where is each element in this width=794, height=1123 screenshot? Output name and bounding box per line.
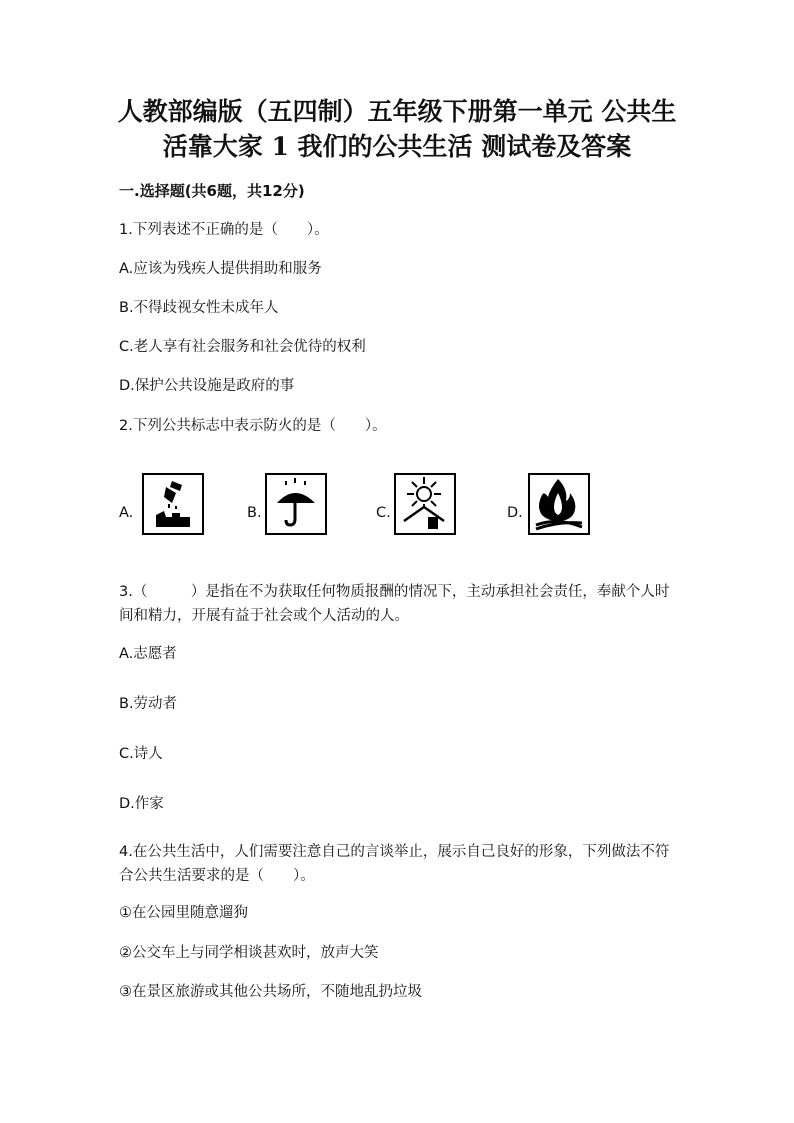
question-2-option-d-label: D. <box>507 505 523 521</box>
keep-dry-umbrella-sign-icon <box>265 473 327 535</box>
fire-flame-sign-icon <box>528 473 590 535</box>
question-1-option-d: D.保护公共设施是政府的事 <box>119 378 295 394</box>
question-3-option-b: B.劳动者 <box>119 696 178 712</box>
question-3-option-d: D.作家 <box>119 796 164 812</box>
question-3-option-c: C.诗人 <box>119 746 163 762</box>
question-2-option-b-label: B. <box>247 505 262 521</box>
question-3-stem: 3.（ ）是指在不为获取任何物质报酬的情况下，主动承担社会责任，奉献个人时间和精力，开展有益于社会或个人活动的人。 <box>119 584 670 624</box>
question-1-stem: 1.下列表述不正确的是（ ）。 <box>119 222 329 238</box>
title-line-1: 人教部编版（五四制）五年级下册第一单元 公共生 <box>117 97 677 126</box>
question-4-stem: 4.在公共生活中，人们需要注意自己的言谈举止，展示自己良好的形象，下列做法不符合公共生活要求的是（ ）。 <box>119 844 670 884</box>
section-heading: 一.选择题(共6题，共12分) <box>119 182 305 200</box>
question-4-item-3: ③在景区旅游或其他公共场所，不随地乱扔垃圾 <box>119 984 422 1000</box>
question-1-option-b: B.不得歧视女性未成年人 <box>119 300 279 316</box>
title-line-2: 活靠大家 1 我们的公共生活 测试卷及答案 <box>162 132 632 161</box>
document-title <box>80 94 714 164</box>
question-1-option-c: C.老人享有社会服务和社会优待的权利 <box>119 339 366 355</box>
question-2-option-a-label: A. <box>119 505 134 521</box>
keep-from-sunlight-sign-icon <box>394 473 456 535</box>
question-4-item-1: ①在公园里随意遛狗 <box>119 905 248 921</box>
question-2-stem: 2.下列公共标志中表示防火的是（ ）。 <box>119 418 387 434</box>
question-2-option-c-label: C. <box>376 505 391 521</box>
corrosive-sign-icon <box>142 473 204 535</box>
question-4-item-2: ②公交车上与同学相谈甚欢时，放声大笑 <box>119 945 379 961</box>
question-1-option-a: A.应该为残疾人提供捐助和服务 <box>119 261 322 277</box>
question-3-option-a: A.志愿者 <box>119 646 177 662</box>
